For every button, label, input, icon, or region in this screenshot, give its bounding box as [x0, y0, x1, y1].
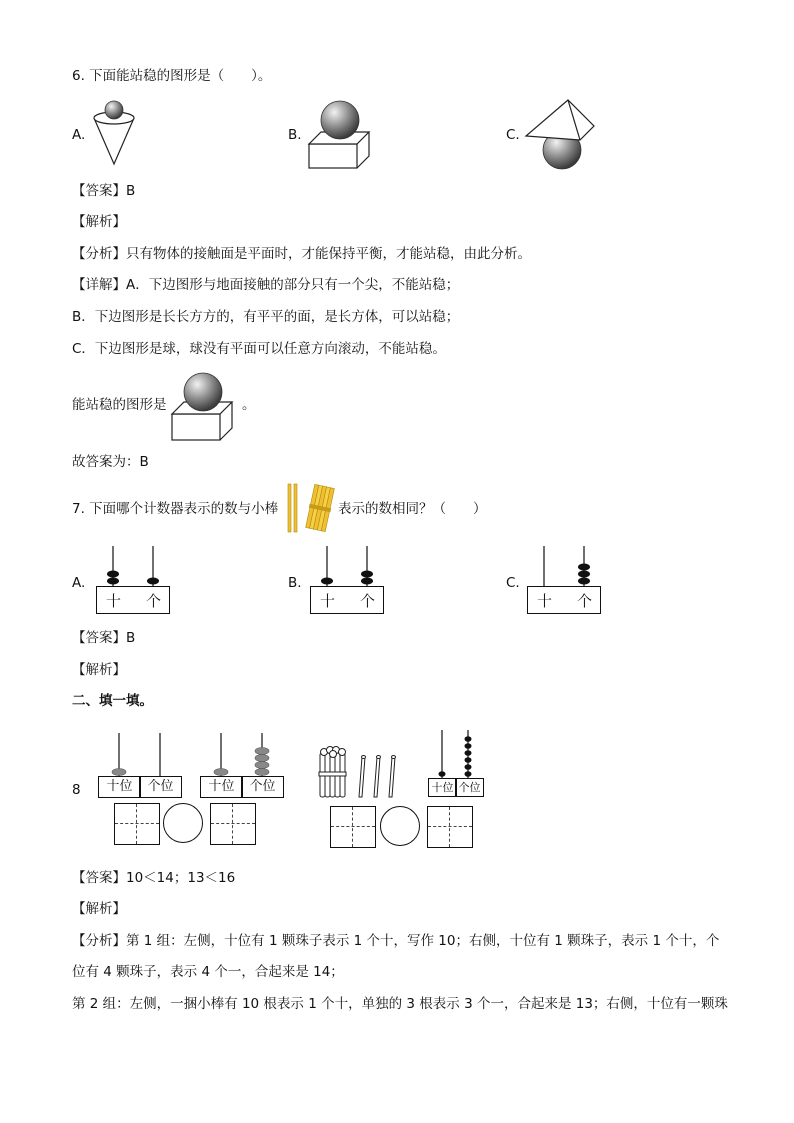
q8-counter-2-ten-label: 十位: [200, 776, 243, 798]
q8-sticks-image: [316, 745, 406, 800]
q7-question-post: 表示的数相同？（ ）: [338, 501, 487, 517]
q6-pyramid-on-ball-image: [524, 98, 596, 170]
q6-option-a-label: A.: [72, 127, 86, 143]
q7-counter-a-ten-label: 十: [106, 592, 122, 610]
q6-fenxi: 【分析】只有物体的接触面是平面时，才能保持平衡，才能站稳，由此分析。: [72, 246, 531, 262]
q8-analysis-line-1: 【分析】第 1 组：左侧，十位有 1 颗珠子表示 1 个十，写作 10；右侧，十位有 1 颗珠子，表示 1 个十，个: [72, 933, 720, 949]
q6-answer-ball-on-box-image: [170, 372, 236, 444]
q8-counter-3: [428, 730, 484, 798]
q7-counter-b-base: [310, 586, 384, 614]
q8-counter-2-one-label: 个位: [241, 776, 284, 798]
q6-analysis-heading: 【解析】: [72, 214, 126, 230]
q6-question: 6. 下面能站稳的图形是（ ）。: [72, 68, 272, 84]
q7-counter-c-ten-label: 十: [537, 592, 553, 610]
q8-compare-circle-2[interactable]: [380, 806, 420, 846]
q6-final-answer: 故答案为：B: [72, 454, 149, 470]
q8-answer: 【答案】10＜14；13＜16: [72, 870, 236, 886]
q8-counter-1-rods: [98, 733, 182, 776]
q6-cone-with-ball-image: [88, 98, 144, 168]
q6-detail-b: B．下边图形是长长方方的，有平平的面，是长方体，可以站稳；: [72, 309, 460, 325]
q8-write-box-4[interactable]: [427, 806, 473, 848]
q8-counter-3-rods: [428, 730, 484, 778]
q7-counter-b: [310, 546, 384, 614]
q7-option-c-label: C.: [506, 575, 520, 591]
q7-counter-c: [527, 546, 601, 614]
q8-analysis-line-2: 位有 4 颗珠子，表示 4 个一，合起来是 14；: [72, 964, 344, 980]
q7-counter-b-one-label: 个: [360, 592, 376, 610]
q8-analysis-heading: 【解析】: [72, 901, 126, 917]
q7-option-a-label: A.: [72, 575, 86, 591]
q8-write-box-3[interactable]: [330, 806, 376, 848]
q8-counter-2-rods: [200, 733, 284, 776]
q7-counter-c-one-label: 个: [577, 592, 593, 610]
q8-counter-1-one-label: 个位: [139, 776, 182, 798]
q8-counter-3-one-label: 个位: [455, 778, 484, 797]
q8-counter-1: [98, 733, 182, 799]
q6-option-b-label: B.: [288, 127, 302, 143]
q7-question-pre: 7. 下面哪个计数器表示的数与小棒: [72, 501, 279, 517]
q6-stable-suffix: 。: [242, 397, 256, 413]
q7-sticks-image: [286, 482, 336, 534]
q7-counter-a-one-label: 个: [146, 592, 162, 610]
q7-counter-a: [96, 546, 170, 614]
q6-detail-c: C．下边图形是球，球没有平面可以任意方向滚动，不能站稳。: [72, 341, 446, 357]
q8-counter-1-ten-label: 十位: [98, 776, 141, 798]
q8-number: 8: [72, 782, 81, 798]
q8-write-box-1[interactable]: [114, 803, 160, 845]
q8-compare-circle-1[interactable]: [163, 803, 203, 843]
q6-detail-a: 【详解】A．下边图形与地面接触的部分只有一个尖，不能站稳；: [72, 277, 460, 293]
q8-analysis-line-3: 第 2 组：左侧，一捆小棒有 10 根表示 1 个十，单独的 3 根表示 3 个一，合起来是 13；右侧，十位有一颗珠: [72, 996, 728, 1012]
q7-answer: 【答案】B: [72, 630, 136, 646]
section2-title: 二、填一填。: [72, 693, 153, 709]
q6-ball-on-box-image: [306, 100, 372, 172]
q7-option-b-label: B.: [288, 575, 302, 591]
q7-analysis-heading: 【解析】: [72, 662, 126, 678]
q8-counter-3-ten-label: 十位: [428, 778, 457, 797]
q6-answer: 【答案】B: [72, 183, 136, 199]
q7-counter-b-ten-label: 十: [320, 592, 336, 610]
q6-option-c-label: C.: [506, 127, 520, 143]
q7-counter-a-base: [96, 586, 170, 614]
q8-counter-2: [200, 733, 284, 799]
q7-counter-c-rods: [527, 546, 601, 586]
q8-write-box-2[interactable]: [210, 803, 256, 845]
q7-counter-c-base: [527, 586, 601, 614]
q7-counter-b-rods: [310, 546, 384, 586]
q7-counter-a-rods: [96, 546, 170, 586]
q6-stable-prefix: 能站稳的图形是: [72, 397, 167, 413]
